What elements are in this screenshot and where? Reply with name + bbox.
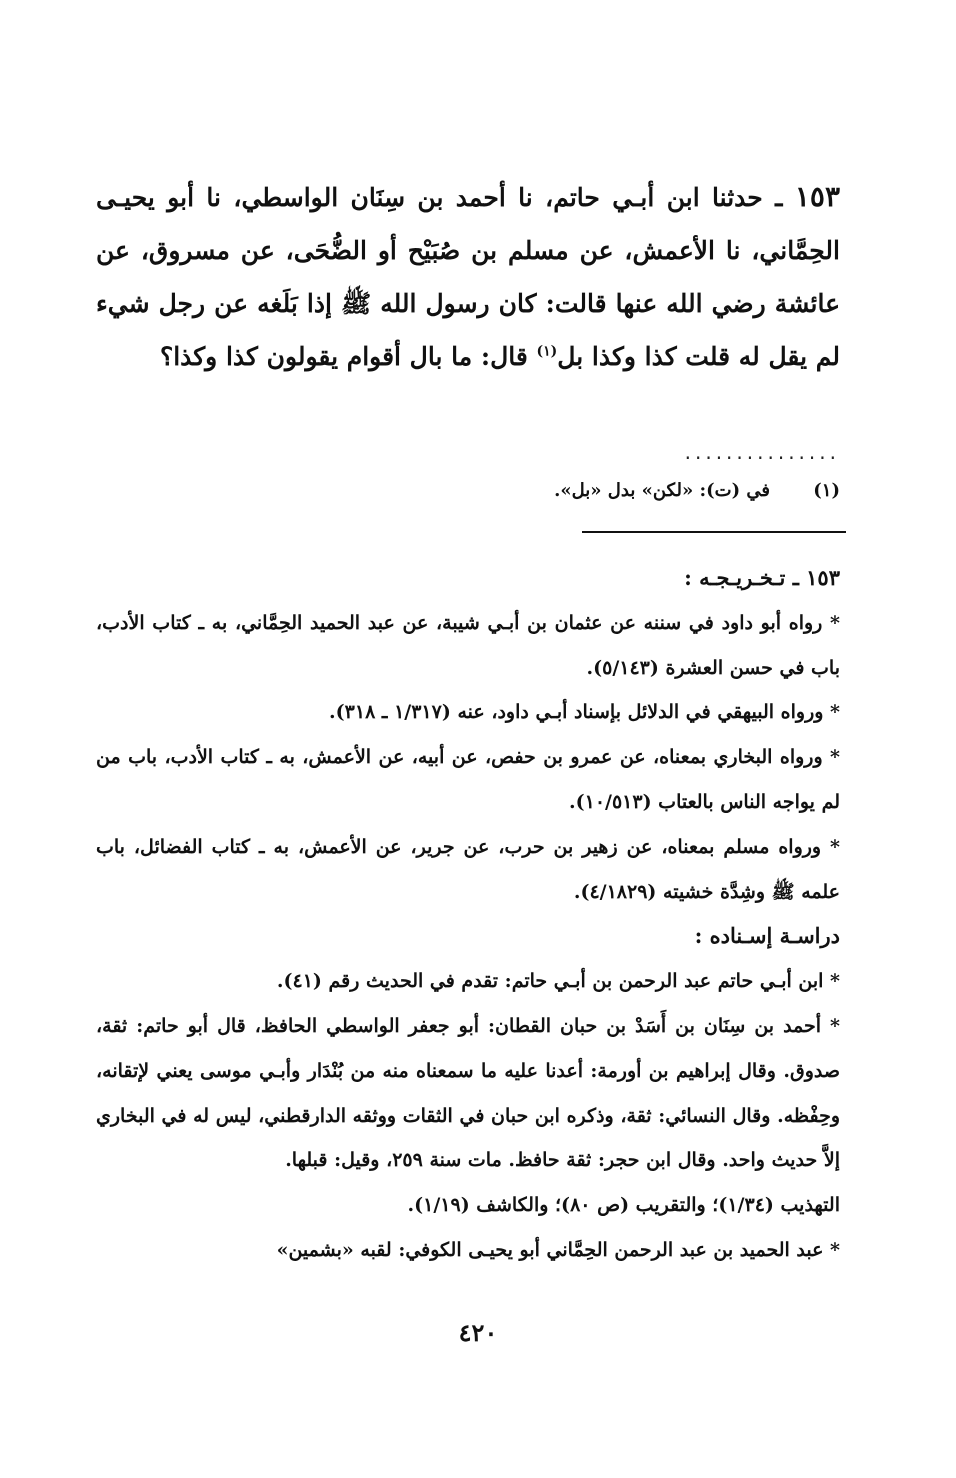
takhrij-item: * رواه أبو داود في سننه عن عثمان بن أبـي شيبة، عن عبد الحميد الحِمَّاني، به ـ كتاب الأدب، باب في حسن العشرة (٥/١٤٣).	[96, 611, 840, 679]
footnote-number: (١)	[813, 480, 840, 501]
footnote	[96, 474, 840, 508]
dirasa-item: * عبد الحميد بن عبد الرحمن الحِمَّاني أبو يحيـى الكوفي: لقبه «بشمين»	[276, 1238, 840, 1261]
takhrij-item: * ورواه البيهقي في الدلائل بإسناد أبـي داود، عنه (١/٣١٧ ـ ٣١٨).	[329, 701, 840, 724]
commentary	[96, 556, 840, 1273]
takhrij-item: * ورواه مسلم بمعناه، عن زهير بن حرب، عن جرير، عن الأعمش، به ـ كتاب الفضائل، باب علمه ﷺ وشِدَّة خشيته (٤/١٨٢٩).	[96, 835, 840, 903]
footnote-text: في (ت): «لكن» بدل «بل».	[554, 480, 770, 501]
takhrij-heading: ١٥٣ ـ تـخـريـجـه :	[684, 565, 840, 590]
dirasa-item: * أحمد بن سِنَان بن أَسَدْ بن حبان القطان: أبو جعفر الواسطي الحافظ، قال أبو حاتم: ثقة، صدوق. وقال إبراهيم بن أورمة: أعدنا عليه ما سمعناه منه من بُنْدَار وأبـي موسى يعني لإتقانه، وحِفْظه. وقال النسائي: ثقة، وذكره ابن حبان في الثقات ووثقه الدارقطني، ليس له في البخاري إلاَّ حديث واحد. وقال ابن حجر: ثقة حافظ. مات سنة ٢٥٩، وقيل: قبلها.	[96, 1014, 840, 1172]
dirasa-item: التهذيب (١/٣٤)؛ والتقريب (ص ٨٠)؛ والكاشف (١/١٩).	[407, 1194, 840, 1217]
hadith-text	[96, 170, 840, 383]
dirasa-item: * ابن أبـي حاتم عبد الرحمن بن أبـي حاتم: تقدم في الحديث رقم (٤١).	[276, 970, 840, 993]
footnote-reference: (١)	[536, 343, 558, 360]
hadith-body-end: قال: ما بال أقوام يقولون كذا وكذا؟	[159, 342, 537, 371]
takhrij-item: * ورواه البخاري بمعناه، عن عمرو بن حفص، عن أبيه، عن الأعمش، به ـ كتاب الأدب، باب من لم يواجه الناس بالعتاب (١٠/٥١٣).	[96, 746, 840, 813]
page-number: ٤٢٠	[458, 1318, 498, 1347]
dirasa-heading: دراسـة إسـناده :	[694, 923, 840, 949]
hadith-number: ١٥٣	[794, 180, 840, 213]
section-divider	[582, 531, 846, 533]
hadith-body: ـ حدثنا ابن أبـي حاتم، نا أحمد بن سِنَان الواسطي، نا أبو يحيـى الحِمَّاني، نا الأعمش، عن مسلم بن صُبَيْح أو الضُّحَى، عن مسروق، عن عائشة رضي الله عنها قالت: كان رسول الله ﷺ إذا بَلَغه عن رجل شيء لم يقل له قلت كذا وكذا بل	[96, 183, 840, 371]
dotted-separator: ...............	[684, 440, 840, 464]
